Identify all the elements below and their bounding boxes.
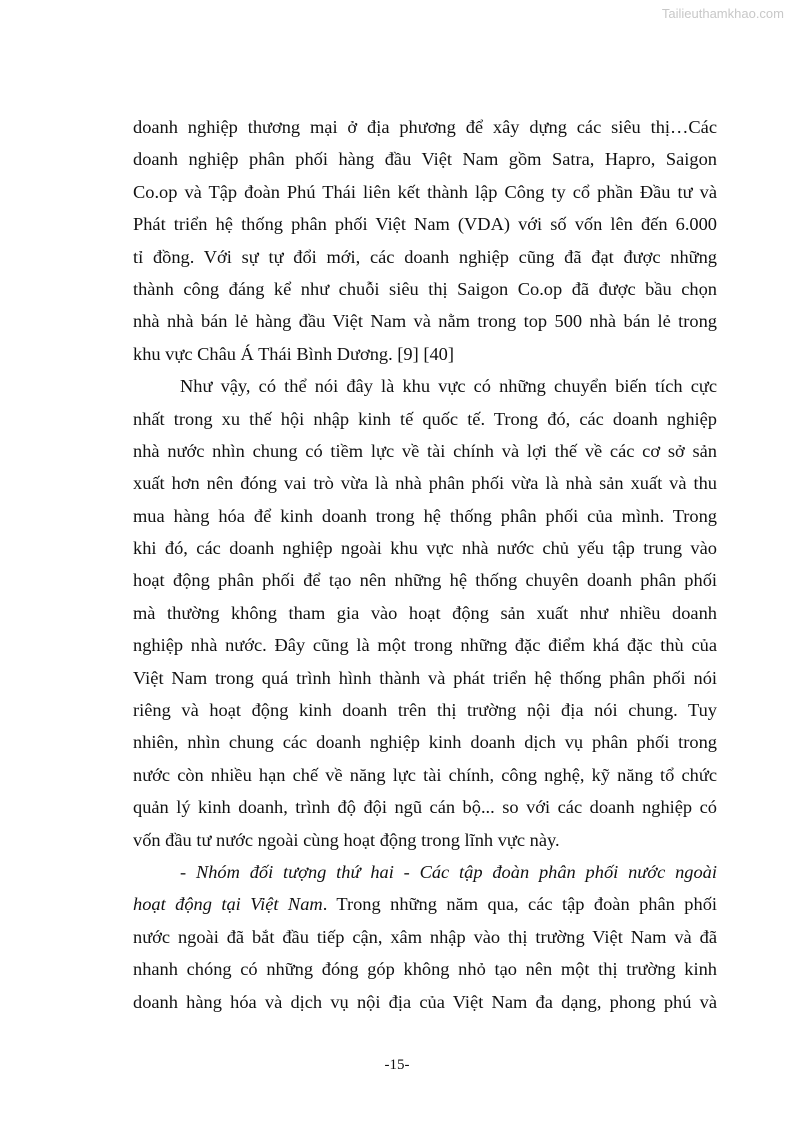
text-line: nước còn nhiều hạn chế về năng lực tài chính, công nghệ, kỹ năng tổ chức	[133, 764, 717, 785]
page-number: -15-	[384, 1057, 410, 1073]
italic-heading-line: - Nhóm đối tượng thứ hai - Các tập đoàn phân phối nước ngoài	[180, 861, 717, 882]
watermark: Tailieuthamkhao.com	[661, 6, 784, 21]
text-run: . Trong những năm qua, các tập đoàn phân phối	[322, 894, 717, 915]
text-line: nhà nhà bán lẻ hàng đầu Việt Nam và nằm trong top 500 nhà bán lẻ trong	[133, 311, 717, 332]
text-line: thành công đáng kể như chuỗi siêu thị Saigon Co.op đã được bầu chọn	[133, 278, 717, 299]
italic-heading-continuation: hoạt động tại Việt Nam	[133, 894, 323, 915]
mixed-line	[133, 888, 717, 920]
text-line: nghiệp nhà nước. Đây cũng là một trong những đặc điểm khá đặc thù của	[133, 635, 717, 656]
text-line: hoạt động phân phối để tạo nên những hệ thống chuyên doanh phân phối	[133, 570, 717, 591]
document-body	[133, 111, 717, 1018]
text-line: nước ngoài đã bắt đầu tiếp cận, xâm nhập vào thị trường Việt Nam và đã	[133, 926, 717, 947]
paragraph-start-line: Như vậy, có thể nói đây là khu vực có những chuyển biến tích cực	[180, 376, 717, 397]
text-line: mua hàng hóa để kinh doanh trong hệ thống phân phối của mình. Trong	[133, 505, 717, 526]
text-line: Phát triển hệ thống phân phối Việt Nam (VDA) với số vốn lên đến 6.000	[133, 214, 717, 235]
text-line: nhanh chóng có những đóng góp không nhỏ tạo nên một thị trường kinh	[133, 959, 717, 980]
text-line: riêng và hoạt động kinh doanh trên thị trường nội địa nói chung. Tuy	[133, 700, 717, 721]
text-line: Việt Nam trong quá trình hình thành và phát triển hệ thống phân phối nói	[133, 667, 717, 688]
text-line: nhà nước nhìn chung có tiềm lực về tài chính và lợi thế về các cơ sở sản	[133, 440, 717, 461]
text-line: doanh nghiệp thương mại ở địa phương để xây dựng các siêu thị…Các	[133, 117, 717, 137]
text-line: mà thường không tham gia vào hoạt động sản xuất như nhiều doanh	[133, 602, 717, 623]
text-line: nhiên, nhìn chung các doanh nghiệp kinh doanh dịch vụ phân phối trong	[133, 732, 717, 753]
text-line: Co.op và Tập đoàn Phú Thái liên kết thành lập Công ty cổ phần Đầu tư và	[133, 181, 717, 202]
text-line: khi đó, các doanh nghiệp ngoài khu vực nhà nước chủ yếu tập trung vào	[133, 538, 717, 559]
text-line: doanh nghiệp phân phối hàng đầu Việt Nam gồm Satra, Hapro, Saigon	[133, 149, 717, 170]
text-line: doanh hàng hóa và dịch vụ nội địa của Việt Nam đa dạng, phong phú và	[133, 991, 717, 1012]
text-line: khu vực Châu Á Thái Bình Dương. [9] [40]	[133, 343, 454, 364]
text-line: nhất trong xu thế hội nhập kinh tế quốc tế. Trong đó, các doanh nghiệp	[133, 408, 717, 429]
text-line: xuất hơn nên đóng vai trò vừa là nhà phân phối vừa là nhà sản xuất và thu	[133, 473, 717, 494]
text-line: quản lý kinh doanh, trình độ đội ngũ cán bộ... so với các doanh nghiệp có	[133, 797, 717, 818]
text-line: tỉ đồng. Với sự tự đổi mới, các doanh nghiệp cũng đã đạt được những	[133, 246, 717, 267]
text-line: vốn đầu tư nước ngoài cùng hoạt động trong lĩnh vực này.	[133, 829, 560, 850]
